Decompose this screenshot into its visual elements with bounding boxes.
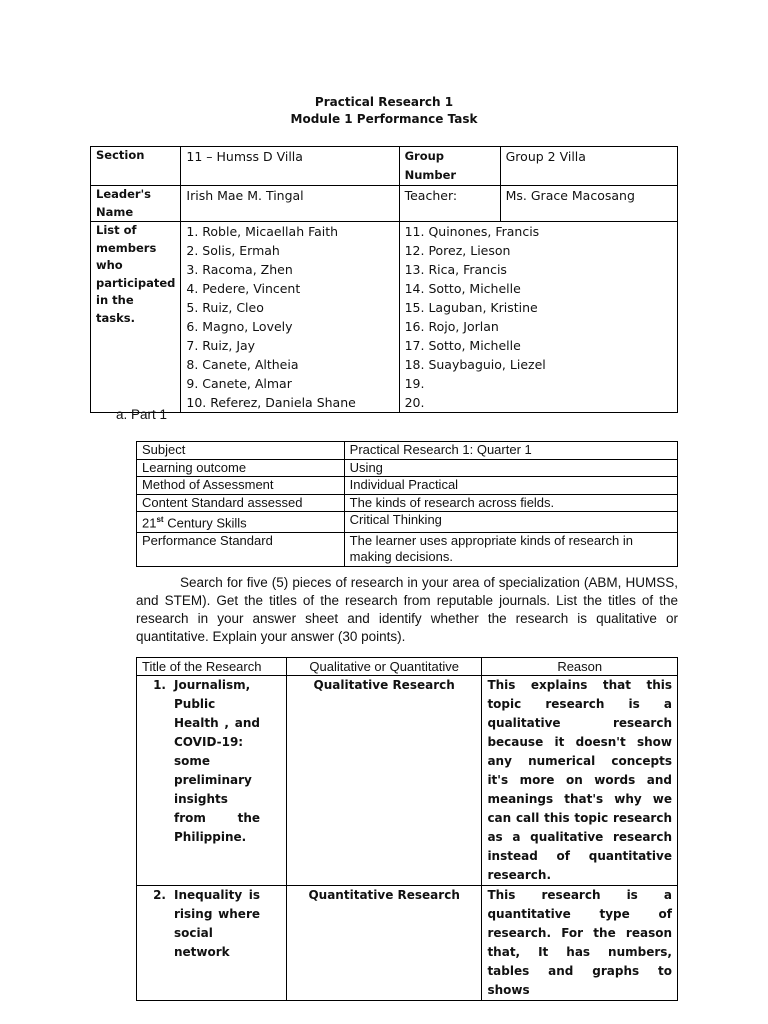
- member-item: 15. Laguban, Kristine: [404, 300, 538, 315]
- member-item: 14. Sotto, Michelle: [404, 281, 521, 296]
- members-left-list: [186, 222, 393, 412]
- member-item: 18. Suaybaguio, Liezel: [404, 357, 546, 372]
- title-line-1: Practical Research 1: [314, 95, 454, 109]
- member-item: 16. Rojo, Jorlan: [404, 319, 499, 334]
- member-item: 12. Porez, Lieson: [404, 243, 511, 258]
- section-value: 11 – Humss D Villa: [181, 147, 399, 186]
- title-line-2: Module 1 Performance Task: [290, 112, 478, 126]
- research-table-header: [137, 658, 678, 676]
- document-title: [0, 94, 768, 128]
- instructions-paragraph: Search for five (5) pieces of research in your area of specialization (ABM, HUMSS, and STEM). Get the titles of the research from reputable journals. List the titles of the research in your answer sheet and identify whether the research is qualitative or quantitative. Explain your answer (30 points).: [136, 575, 678, 644]
- part-label: a. Part 1: [116, 407, 168, 422]
- header-type: Qualitative or Quantitative: [286, 658, 482, 676]
- member-item: 19.: [404, 376, 425, 391]
- research-title: Inequality is rising where social network: [174, 888, 260, 959]
- teacher-value: Ms. Grace Macosang: [500, 186, 677, 222]
- research-reason: This explains that this topic research is a qualitative research because it doesn't show any numerical concepts it's more on words and meanings that's why we can call this topic research as a qualitative research instead of quantitative research.: [482, 676, 678, 886]
- research-row: [137, 676, 678, 886]
- assessment-value: The kinds of research across fields.: [344, 494, 677, 512]
- research-title-cell: [137, 886, 287, 1001]
- teacher-label: Teacher:: [399, 186, 500, 222]
- leader-row: [91, 186, 678, 222]
- assessment-label-text: Century Skills: [163, 515, 247, 531]
- header-title: Title of the Research: [137, 658, 287, 676]
- research-table: [136, 657, 678, 1001]
- research-type: Qualitative Research: [286, 676, 482, 886]
- assessment-label: Performance Standard: [137, 532, 345, 566]
- research-number: 2.: [153, 888, 166, 902]
- assessment-value: Using: [344, 459, 677, 477]
- member-item: 6. Magno, Lovely: [186, 319, 293, 334]
- assessment-label: Content Standard assessed: [137, 494, 345, 512]
- research-title-wrap: [142, 676, 281, 847]
- assessment-label: Method of Assessment: [137, 477, 345, 495]
- assessment-row: [137, 494, 678, 512]
- assessment-row: [137, 512, 678, 533]
- group-number-value: Group 2 Villa: [500, 147, 677, 186]
- member-item: 13. Rica, Francis: [404, 262, 507, 277]
- research-type: Quantitative Research: [286, 886, 482, 1001]
- assessment-row: [137, 477, 678, 495]
- header-reason: Reason: [482, 658, 678, 676]
- member-item: 3. Racoma, Zhen: [186, 262, 293, 277]
- group-info-table: [90, 146, 678, 413]
- member-item: 11. Quinones, Francis: [404, 224, 540, 239]
- research-reason: This research is a quantitative type of research. For the reason that, It has numbers, tables and graphs to shows: [482, 886, 678, 1001]
- group-number-label: Group Number: [399, 147, 500, 186]
- assessment-value: Critical Thinking: [344, 512, 677, 533]
- assessment-label-superscript: st: [156, 515, 164, 524]
- member-item: 2. Solis, Ermah: [186, 243, 280, 258]
- assessment-value: The learner uses appropriate kinds of research in making decisions.: [344, 532, 677, 566]
- research-title-wrap: [142, 886, 281, 962]
- member-item: 1. Roble, Micaellah Faith: [186, 224, 339, 239]
- member-item: 4. Pedere, Vincent: [186, 281, 301, 296]
- assessment-label: Learning outcome: [137, 459, 345, 477]
- member-item: 10. Referez, Daniela Shane: [186, 395, 356, 410]
- research-row: [137, 886, 678, 1001]
- assessment-value: Individual Practical: [344, 477, 677, 495]
- assessment-label: [137, 512, 345, 533]
- members-row: [91, 222, 678, 413]
- leader-value: Irish Mae M. Tingal: [181, 186, 399, 222]
- section-row: [91, 147, 678, 186]
- member-item: 8. Canete, Altheia: [186, 357, 299, 372]
- research-title-cell: [137, 676, 287, 886]
- member-item: 20.: [404, 395, 425, 410]
- section-label: Section: [91, 147, 181, 186]
- member-item: 9. Canete, Almar: [186, 376, 292, 391]
- assessment-row: [137, 442, 678, 460]
- member-item: 17. Sotto, Michelle: [404, 338, 521, 353]
- assessment-row: [137, 459, 678, 477]
- members-right-cell: [399, 222, 677, 413]
- assessment-row: [137, 532, 678, 566]
- member-item: 5. Ruiz, Cleo: [186, 300, 264, 315]
- members-label: List of members who participated in the tasks.: [91, 222, 181, 413]
- member-item: 7. Ruiz, Jay: [186, 338, 256, 353]
- assessment-label-prefix: 21: [142, 515, 157, 531]
- leader-label: Leader's Name: [91, 186, 181, 222]
- assessment-label: Subject: [137, 442, 345, 460]
- research-title: Journalism, Public Health , and COVID-19: some preliminary insights from the Philippine.: [174, 678, 260, 844]
- assessment-value: Practical Research 1: Quarter 1: [344, 442, 677, 460]
- research-number: 1.: [153, 678, 166, 692]
- assessment-table: [136, 441, 678, 567]
- members-right-list: [405, 222, 672, 412]
- members-left-cell: [181, 222, 399, 413]
